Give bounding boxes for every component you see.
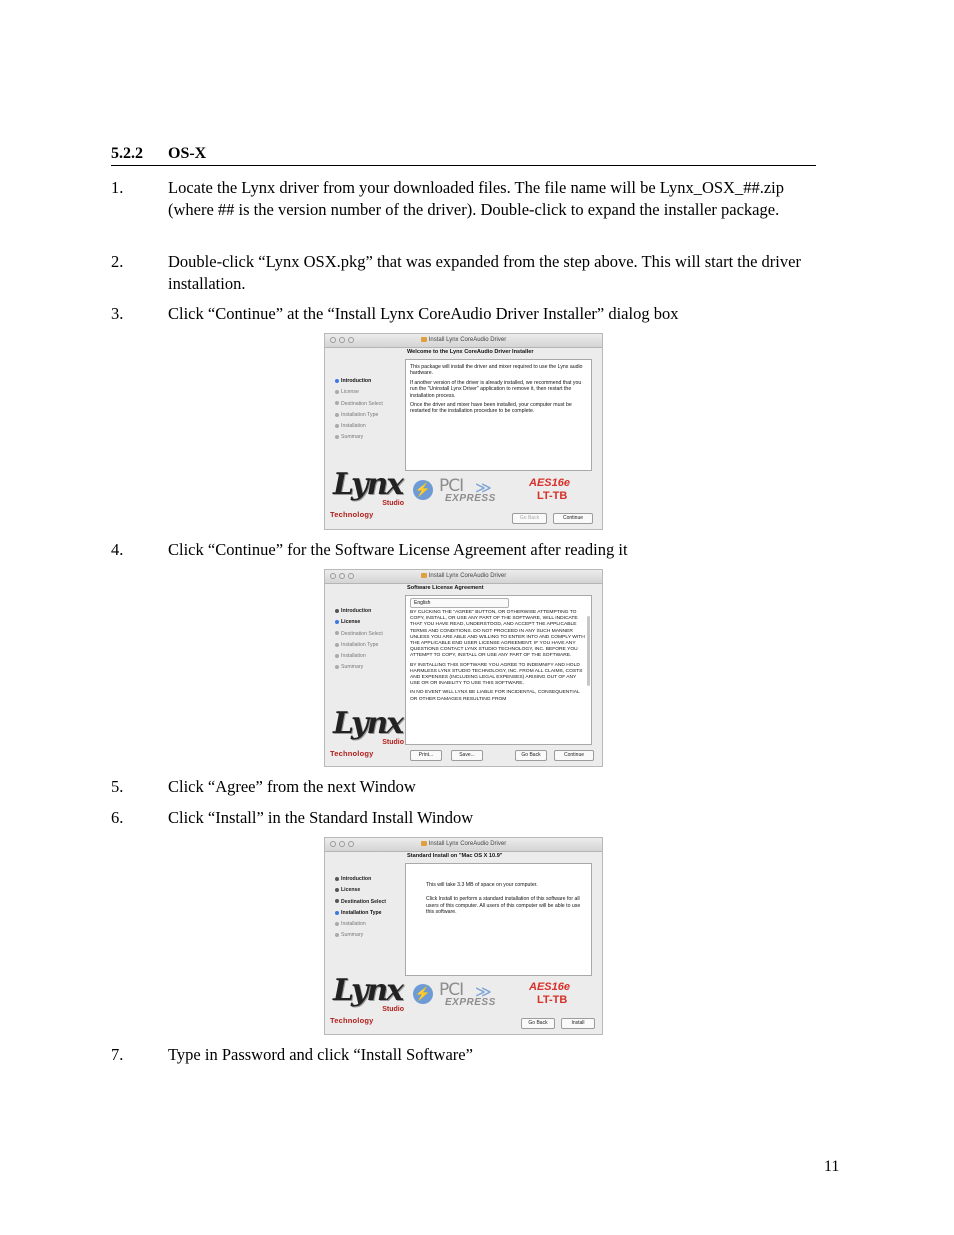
step-number: 6. — [111, 808, 124, 827]
lynx-logo: Lynx Studio Technology — [330, 467, 404, 519]
pane-text: Once the driver and mixer have been installed, your computer must be restarted for the installation procedure to be complete. — [410, 402, 572, 415]
step-text: Double-click “Lynx OSX.pkg” that was expanded from the step above. This will start the driver installation. — [168, 252, 801, 293]
step-5 — [111, 776, 816, 798]
continue-button[interactable]: Continue — [554, 750, 594, 761]
installer-sidebar — [325, 348, 405, 529]
window-titlebar — [325, 838, 602, 852]
step-4 — [111, 539, 816, 561]
window-title: Install Lynx CoreAudio Driver — [428, 337, 507, 343]
sidebar-item-installation: Installation — [335, 421, 383, 432]
section-number: 5.2.2 — [111, 145, 143, 162]
install-button[interactable]: Install — [561, 1018, 595, 1029]
step-text: Click “Continue” for the Software License Agreement after reading it — [168, 540, 628, 559]
close-icon — [330, 841, 336, 847]
step-number: 4. — [111, 540, 124, 559]
go-back-button[interactable]: Go Back — [521, 1018, 555, 1029]
sidebar-item-introduction: Introduction — [335, 376, 383, 387]
pane-heading: Standard Install on "Mac OS X 10.9" — [407, 853, 503, 859]
step-1 — [111, 177, 816, 220]
sidebar-item-license: License — [335, 387, 383, 398]
step-number: 5. — [111, 777, 124, 796]
zoom-icon — [348, 337, 354, 343]
license-text-pane[interactable] — [405, 595, 592, 745]
sidebar-item-installation: Installation — [335, 651, 383, 662]
save-button[interactable]: Save... — [451, 750, 483, 761]
pane-heading: Welcome to the Lynx CoreAudio Driver Installer — [407, 349, 534, 355]
product-branding: ⚡ PCI ≫ EXPRESS AES16e LT-TB — [414, 980, 570, 1008]
package-icon — [421, 337, 427, 342]
sidebar-item-destination: Destination Select — [335, 897, 386, 908]
thunderbolt-icon: ⚡ — [413, 480, 433, 500]
sidebar-item-introduction: Introduction — [335, 874, 386, 885]
sidebar-item-destination: Destination Select — [335, 399, 383, 410]
window-title: Install Lynx CoreAudio Driver — [428, 841, 507, 847]
product-branding: ⚡ PCI ≫ EXPRESS AES16e LT-TB — [414, 476, 570, 504]
step-text: Click “Continue” at the “Install Lynx CoreAudio Driver Installer” dialog box — [168, 304, 679, 323]
section-heading — [111, 145, 816, 166]
window-titlebar — [325, 570, 602, 584]
content-pane — [405, 863, 592, 976]
sidebar-item-license: License — [335, 885, 386, 896]
lynx-logo: Lynx Studio Technology — [330, 706, 404, 758]
step-text: Click “Agree” from the next Window — [168, 777, 416, 796]
minimize-icon — [339, 573, 345, 579]
sidebar-item-installation: Installation — [335, 919, 386, 930]
continue-button[interactable]: Continue — [553, 513, 593, 524]
step-7 — [111, 1044, 816, 1066]
window-title: Install Lynx CoreAudio Driver — [428, 573, 507, 579]
pane-text: If another version of the driver is already installed, we recommend that you run the "Uninstall Lynx Driver" application to remove it, then restart the installation process. — [410, 379, 582, 399]
page-number: 11 — [824, 1158, 840, 1175]
sidebar-item-license: License — [335, 617, 383, 628]
sidebar-item-installation-type: Installation Type — [335, 640, 383, 651]
package-icon — [421, 573, 427, 578]
sidebar-item-summary: Summary — [335, 930, 386, 941]
sidebar-item-introduction: Introduction — [335, 606, 383, 617]
step-3 — [111, 303, 816, 325]
print-button[interactable]: Print... — [410, 750, 442, 761]
go-back-button[interactable]: Go Back — [515, 750, 547, 761]
minimize-icon — [339, 841, 345, 847]
sidebar-item-installation-type: Installation Type — [335, 410, 383, 421]
installer-screenshot-standard-install — [324, 837, 603, 1035]
sidebar-item-summary: Summary — [335, 662, 383, 673]
pane-text: This will take 3.3 MB of space on your computer. — [426, 882, 538, 888]
installer-screenshot-license — [324, 569, 603, 767]
language-select[interactable]: English — [410, 598, 509, 608]
step-text: Click “Install” in the Standard Install Window — [168, 808, 474, 827]
content-pane — [405, 359, 592, 471]
close-icon — [330, 337, 336, 343]
pane-heading: Software License Agreement — [407, 585, 484, 591]
sidebar-item-summary: Summary — [335, 432, 383, 443]
close-icon — [330, 573, 336, 579]
step-text: Type in Password and click “Install Software” — [168, 1045, 473, 1064]
step-number: 1. — [111, 178, 124, 197]
window-titlebar — [325, 334, 602, 348]
scrollbar[interactable] — [587, 616, 590, 686]
pane-text: IN NO EVENT WILL LYNX BE LIABLE FOR INCIDENTAL, CONSEQUENTIAL OR OTHER DAMAGES RESULTING FROM — [410, 690, 580, 702]
minimize-icon — [339, 337, 345, 343]
step-text: Locate the Lynx driver from your downloaded files. The file name will be Lynx_OSX_##.zip (where ## is the version number of the driver). Double-click to expand the installer package. — [168, 178, 785, 219]
thunderbolt-icon: ⚡ — [413, 984, 433, 1004]
installer-sidebar — [325, 852, 405, 1034]
step-number: 3. — [111, 304, 124, 323]
installer-sidebar — [325, 584, 405, 766]
zoom-icon — [348, 841, 354, 847]
step-2 — [111, 251, 816, 294]
step-number: 7. — [111, 1045, 124, 1064]
section-title: OS-X — [168, 145, 207, 162]
zoom-icon — [348, 573, 354, 579]
pane-text: This package will install the driver and mixer required to use the Lynx audio hardware. — [410, 364, 583, 377]
sidebar-item-destination: Destination Select — [335, 629, 383, 640]
go-back-button[interactable]: Go Back — [512, 513, 547, 524]
lynx-logo: Lynx Studio Technology — [330, 973, 404, 1025]
sidebar-item-installation-type: Installation Type — [335, 908, 386, 919]
pane-text: BY INSTALLING THIS SOFTWARE YOU AGREE TO INDEMNIFY AND HOLD HARMLESS LYNX STUDIO TECHNOLOGY, INC. FROM ALL CLAIMS, COSTS AND EXPENSES (INCLUDING LEGAL EXPENSES) ARISING OUT OF ANY USE OR OR INABILITY TO USE THIS SOFTWARE. — [410, 662, 583, 687]
pane-text: BY CLICKING THE "AGREE" BUTTON, OR OTHERWISE ATTEMPTING TO COPY, INSTALL, OR USE ANY PART OF THE SOFTWARE, WILL INDICATE THAT YOU HAVE READ, UNDERSTOOD, AND ACCEPT THE APPLICABLE TERMS AND CONDITIONS. DO NOT PROCEED IN ANY SUCH MANNER UNLESS YOU ARE ABLE AND WILLING TO ENTER INTO AND COMPLY WITH THE APPLICABLE END USER LICENSE AGREEMENT. IF YOU HAVE ANY QUESTIONS CONTACT LYNX STUDIO TECHNOLOGY, INC. BEFORE YOU ATTEMPT TO COPY, INSTALL OR USE ANY PART OF THE SOFTWARE. — [410, 610, 585, 659]
step-6 — [111, 807, 816, 829]
pane-text: Click Install to perform a standard installation of this software for all users of this computer. All users of this computer will be able to use this software. — [426, 896, 581, 916]
package-icon — [421, 841, 427, 846]
installer-screenshot-welcome — [324, 333, 603, 530]
step-number: 2. — [111, 252, 124, 271]
